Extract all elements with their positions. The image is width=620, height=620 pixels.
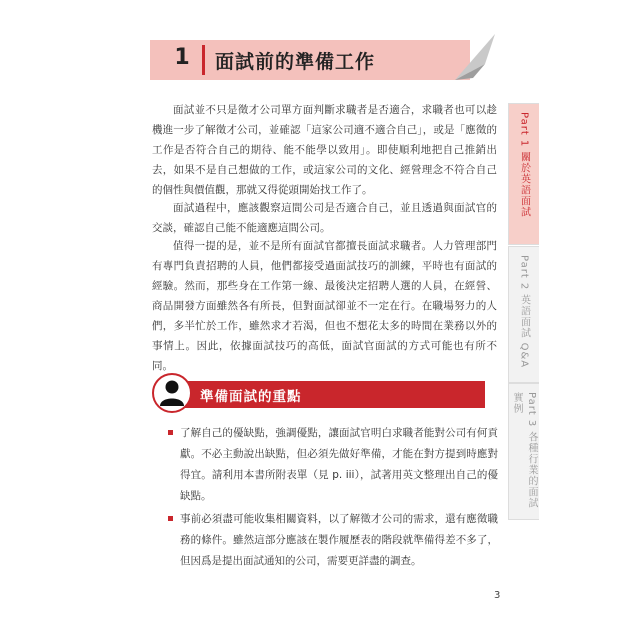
chapter-divider	[202, 45, 205, 75]
body-paragraph: 值得一提的是，並不是所有面試官都擅長面試求職者。人力管理部門有專門負責招聘的人員，他們都接受過面試技巧的訓練，平時也有面試的經驗。然而，那些身在工作第一線、最後決定招聘人選的人員，在經營、商品開發方面雖然各有所長，但對面試卻並不一定在行。在職場努力的人們，多半忙於工作，雖然求才若渴，但也不想花太多的時間在業務以外的事情上。因此，依據面試技巧的高低，面試官面試的方式可能也有所不同。	[152, 240, 497, 372]
side-tab-part-3	[508, 383, 539, 520]
list-item-text: 事前必須盡可能收集相關資料，以了解徵才公司的需求，還有應徵職務的條件。雖然這部分應該在製作履歷表的階段就準備得差不多了，但因爲是提出面試通知的公司，需要更詳盡的調查。	[180, 513, 498, 567]
page-curl-icon	[455, 34, 495, 80]
list-item	[168, 423, 498, 507]
page-number: 3	[494, 590, 501, 601]
side-tab-label: Part 1 關於英語面試	[518, 112, 530, 218]
side-tab-part-1	[508, 103, 539, 245]
person-icon	[152, 373, 192, 413]
side-tab-label: Part 3 各種行業的面試實例	[511, 392, 537, 509]
list-item-text: 了解自己的優缺點，強調優點，讓面試官明白求職者能對公司有何貢獻。不必主動說出缺點，但必須先做好準備，才能在對方提到時應對得宜。請利用本書所附表單（見 p. iii），試著用英文整理出自己的優缺點。	[180, 427, 498, 502]
bullet-square-icon	[168, 516, 173, 521]
chapter-title: 面試前的準備工作	[215, 51, 376, 73]
chapter-number: 1	[174, 45, 190, 70]
body-paragraph: 面試過程中，應該觀察這間公司是否適合自己，並且透過與面試官的交談，確認自己能不能適應這間公司。	[152, 202, 497, 234]
bullet-square-icon	[168, 430, 173, 435]
side-tab-label: Part 2 英語面試 Q&A	[518, 255, 530, 369]
section-title: 準備面試的重點	[200, 389, 302, 405]
key-points-list	[168, 423, 498, 574]
body-paragraph: 面試並不只是徵才公司單方面判斷求職者是否適合，求職者也可以趁機進一步了解徵才公司，並確認「這家公司適不適合自己」，或是「應徵的工作是否符合自己的期待、能不能學以致用」。即使順利地把自己推銷出去，如果不是自己想做的工作，或這家公司的文化、經營理念不符合自己的個性與價值觀，那就又得從頭開始找工作了。	[152, 104, 497, 196]
list-item	[168, 509, 498, 572]
side-tab-part-2	[508, 246, 539, 383]
